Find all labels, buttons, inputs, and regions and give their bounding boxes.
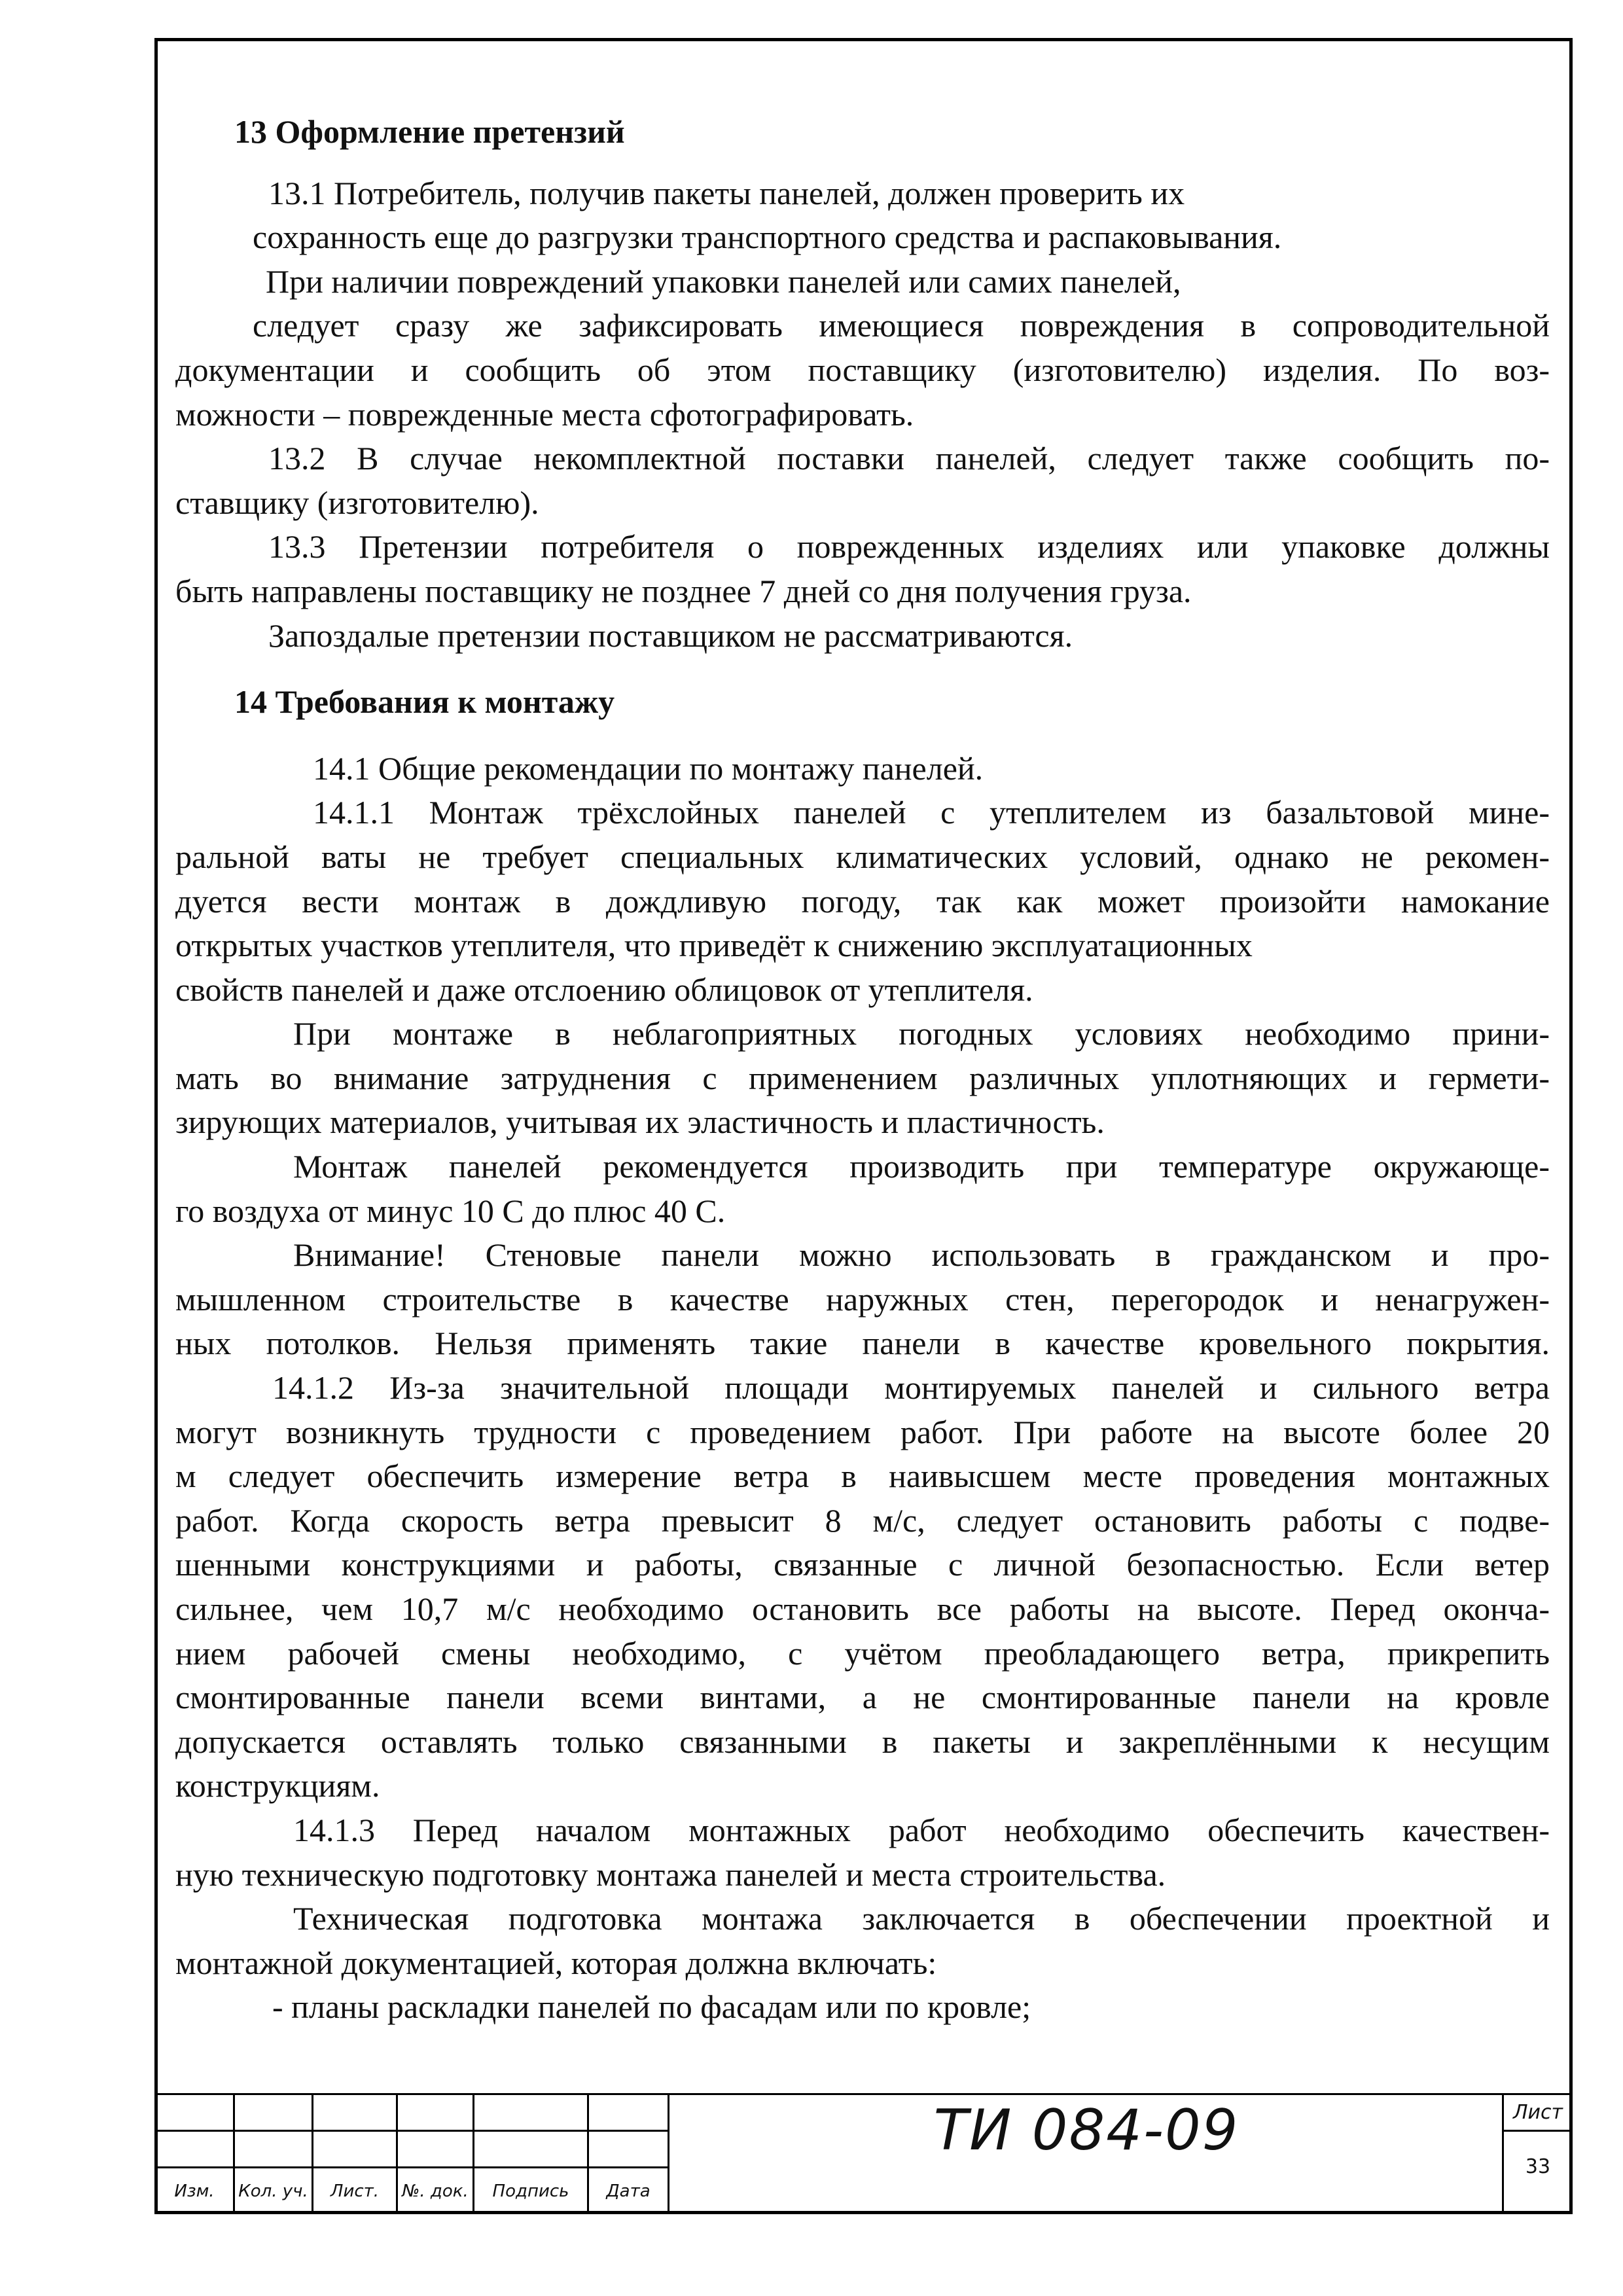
text-line: ральной ваты не требует специальных климатических условий, однако не рекомен-	[175, 838, 1550, 875]
text-line: можности – поврежденные места сфотографировать.	[175, 395, 914, 433]
sheet-label: Лист	[1512, 2101, 1563, 2124]
text-line: го воздуха от минус 10 С до плюс 40 С.	[175, 1192, 726, 1229]
text-line: шенными конструкциями и работы, связанные с личной безопасностью. Если ветер	[175, 1546, 1550, 1583]
caption-doc-no: №. док.	[402, 2181, 469, 2201]
text-line: - планы раскладки панелей по фасадам или по кровле;	[272, 1988, 1031, 2026]
text-line: 13.2 В случае некомплектной поставки панелей, следует также сообщить по-	[268, 440, 1550, 477]
text-line: документации и сообщить об этом поставщику (изготовителю) изделия. По воз-	[175, 351, 1550, 388]
caption-kol-uch: Кол. уч.	[238, 2181, 308, 2201]
section-heading-14: 14 Требования к монтажу	[234, 683, 615, 721]
text-line: дуется вести монтаж в дождливую погоду, так как может произойти намокание	[175, 882, 1550, 920]
text-line: ставщику (изготовителю).	[175, 484, 539, 521]
stamp-row-line	[154, 2166, 669, 2168]
text-line: смонтированные панели всеми винтами, а не смонтированные панели на кровле	[175, 1679, 1550, 1716]
text-line: работ. Когда скорость ветра превысит 8 м/с, следует остановить работы с подве-	[175, 1501, 1550, 1539]
text-line: допускается оставлять только связанными в пакеты и закреплёнными к несущим	[175, 1723, 1550, 1760]
text-line: 14.1.1 Монтаж трёхслойных панелей с утеплителем из базальтовой мине-	[313, 794, 1550, 831]
text-line: свойств панелей и даже отслоению облицовок от утеплителя.	[175, 971, 1033, 1008]
text-line: могут возникнуть трудности с проведением работ. При работе на высоте более 20	[175, 1413, 1550, 1450]
text-line: 13.3 Претензии потребителя о поврежденных изделиях или упаковке должны	[268, 528, 1550, 565]
text-line: 14.1.3 Перед началом монтажных работ необходимо обеспечить качествен-	[293, 1811, 1550, 1848]
text-line: Монтаж панелей рекомендуется производить при температуре окружающе-	[293, 1148, 1550, 1185]
document-code: ТИ 084-09	[933, 2098, 1240, 2163]
caption-date: Дата	[606, 2181, 651, 2201]
text-line: конструкциям.	[175, 1767, 380, 1804]
text-line: Внимание! Стеновые панели можно использовать в гражданском и про-	[293, 1236, 1550, 1274]
caption-izm: Изм.	[174, 2181, 215, 2201]
text-line: монтажной документацией, которая должна включать:	[175, 1944, 937, 1981]
text-line: зирующих материалов, учитывая их эластичность и пластичность.	[175, 1103, 1105, 1141]
text-line: Запоздалые претензии поставщиком не рассматриваются.	[268, 617, 1073, 654]
text-line: сильнее, чем 10,7 м/с необходимо остановить все работы на высоте. Перед оконча-	[175, 1590, 1550, 1627]
text-line: При монтаже в неблагоприятных погодных условиях необходимо прини-	[293, 1015, 1550, 1052]
text-line: ную техническую подготовку монтажа панелей и места строительства.	[175, 1856, 1166, 1893]
text-line: При наличии повреждений упаковки панелей или самих панелей,	[266, 262, 1181, 300]
text-line: сохранность еще до разгрузки транспортного средства и распаковывания.	[253, 219, 1282, 256]
text-line: Техническая подготовка монтажа заключается в обеспечении проектной и	[293, 1900, 1550, 1937]
text-line: м следует обеспечить измерение ветра в наивысшем месте проведения монтажных	[175, 1458, 1550, 1495]
text-line: 13.1 Потребитель, получив пакеты панелей, должен проверить их	[268, 174, 1185, 211]
section-heading-13: 13 Оформление претензий	[234, 113, 625, 150]
sheet-number: 33	[1525, 2155, 1551, 2178]
caption-signature: Подпись	[492, 2181, 569, 2201]
text-line: ных потолков. Нельзя применять такие панели в качестве кровельного покрытия.	[175, 1325, 1550, 1362]
text-line: быть направлены поставщику не позднее 7 дней со дня получения груза.	[175, 572, 1192, 609]
text-line: 14.1 Общие рекомендации по монтажу панелей.	[313, 749, 984, 787]
caption-list: Лист.	[330, 2181, 380, 2201]
text-line: следует сразу же зафиксировать имеющиеся повреждения в сопроводительной	[253, 307, 1550, 344]
text-line: 14.1.2 Из-за значительной площади монтируемых панелей и сильного ветра	[272, 1369, 1550, 1407]
document-body	[175, 110, 1550, 2030]
text-line: открытых участков утеплителя, что приведёт к снижению эксплуатационных	[175, 927, 1253, 964]
stamp-row-line	[154, 2130, 669, 2132]
text-line: нием рабочей смены необходимо, с учётом преобладающего ветра, прикрепить	[175, 1634, 1550, 1672]
stamp-col-line	[668, 2093, 669, 2213]
text-line: мать во внимание затруднения с применением различных уплотняющих и гермети-	[175, 1059, 1550, 1096]
text-line: мышленном строительстве в качестве наружных стен, перегородок и ненагружен-	[175, 1280, 1550, 1318]
